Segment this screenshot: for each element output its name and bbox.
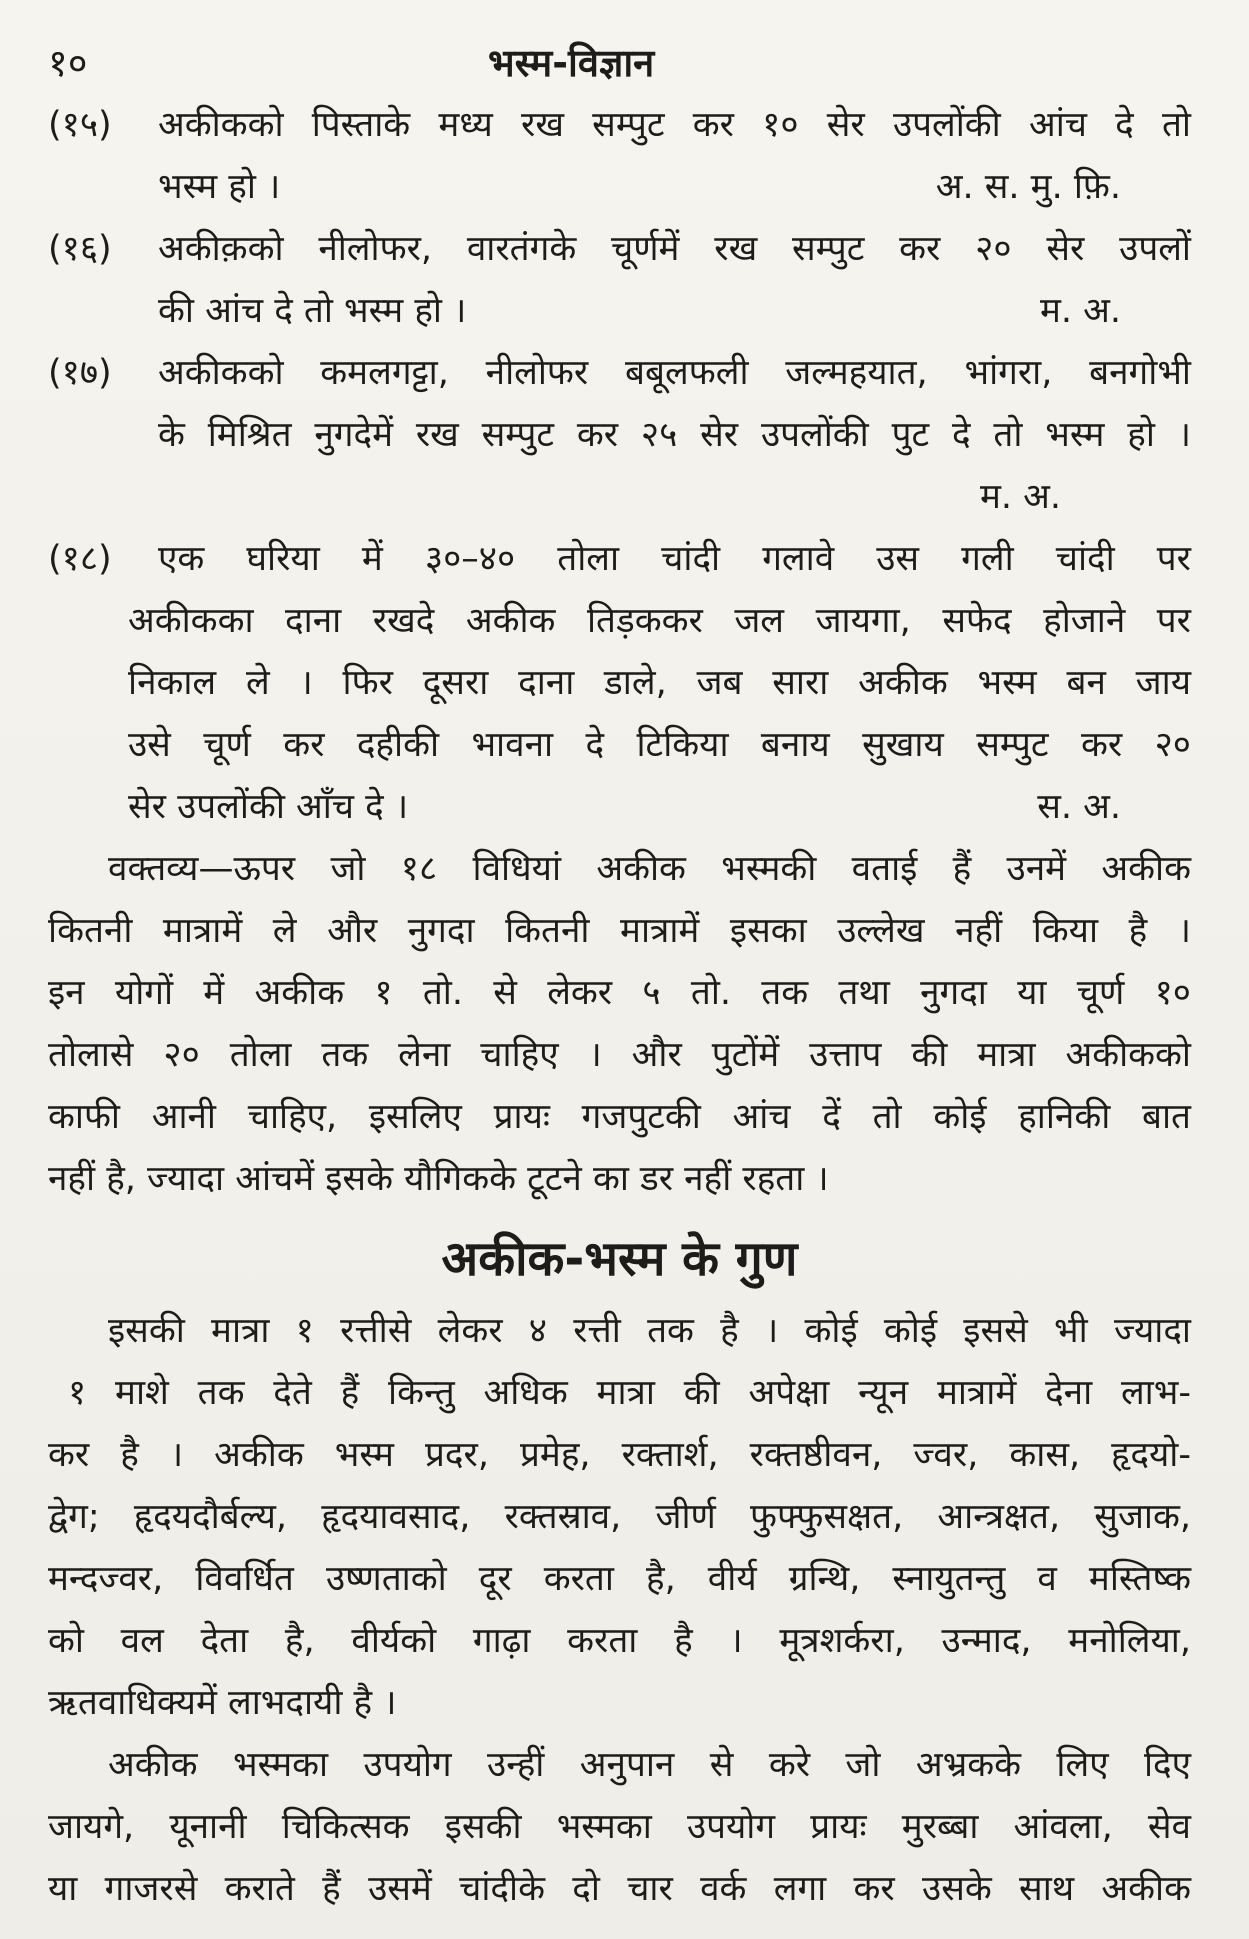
page-header — [48, 36, 1191, 94]
para-line: इसकी मात्रा १ रत्तीसे लेकर ४ रत्ती तक है । कोई कोई इससे भी ज्यादा — [108, 1311, 1191, 1351]
note-paragraph — [48, 838, 1191, 1210]
note-line: काफी आनी चाहिए, इसलिए प्रायः गजपुटकी आंच दें तो कोई हानिकी बात — [48, 1097, 1191, 1137]
para-line: को वल देता है, वीर्यको गाढ़ा करता है । मूत्रशर्करा, उन्माद, मनोलिया, — [48, 1621, 1191, 1661]
recipe-line: उसे चूर्ण कर दहीकी भावना दे टिकिया बनाय सुखाय सम्पुट कर २० — [128, 725, 1191, 765]
recipe-number: (१७) — [48, 353, 112, 393]
recipe-line: अकीक़को नीलोफर, वारतंगके चूर्णमें रख सम्पुट कर २० सेर उपलों — [158, 229, 1191, 269]
recipe-line: निकाल ले । फिर दूसरा दाना डाले, जब सारा अकीक भस्म बन जाय — [128, 663, 1191, 703]
para-line: १ माशे तक देते हैं किन्तु अधिक मात्रा की अपेक्षा न्यून मात्रामें देना लाभ- — [68, 1373, 1191, 1413]
recipe-source: म. अ. — [979, 477, 1061, 517]
recipe-line: अकीकका दाना रखदे अकीक तिड़ककर जल जायगा, सफेद होजाने पर — [128, 601, 1191, 641]
recipe-number: (१८) — [48, 539, 112, 579]
recipe-line: अकीकको पिस्ताके मध्य रख सम्पुट कर १० सेर उपलोंकी आंच दे तो — [158, 105, 1191, 145]
recipe-18 — [48, 528, 1191, 838]
para-line: या गाजरसे कराते हैं उसमें चांदीके दो चार वर्क लगा कर उसके साथ अकीक — [48, 1869, 1191, 1909]
recipe-line: एक घरिया में ३०–४० तोला चांदी गलावे उस गली चांदी पर — [158, 539, 1191, 579]
recipe-source: स. अ. — [1037, 787, 1121, 827]
para-line: कर है । अकीक भस्म प्रदर, प्रमेह, रक्तार्श, रक्तष्ठीवन, ज्वर, कास, हृदयो- — [48, 1435, 1191, 1475]
usage-paragraph — [48, 1734, 1191, 1920]
recipe-line: भस्म हो । — [158, 167, 281, 207]
recipe-line: अकीकको कमलगट्टा, नीलोफर बबूलफली जल्महयात, भांगरा, बनगोभी — [158, 353, 1191, 393]
page-number: १० — [48, 41, 88, 85]
recipe-line: सेर उपलोंकी आँच दे । — [128, 787, 409, 827]
recipe-number: (१६) — [48, 229, 112, 269]
section-heading: अकीक-भस्म के गुण — [441, 1231, 798, 1287]
recipe-16 — [48, 218, 1191, 342]
recipe-line: की आंच दे तो भस्म हो । — [158, 291, 467, 331]
recipe-source: म. अ. — [1039, 291, 1121, 331]
para-line: जायगे, यूनानी चिकित्सक इसकी भस्मका उपयोग प्रायः मुरब्बा आंवला, सेव — [48, 1807, 1191, 1847]
para-line: द्वेग; हृदयदौर्बल्य, हृदयावसाद, रक्तस्राव, जीर्ण फुफ्फुसक्षत, आन्त्रक्षत, सुजाक, — [48, 1497, 1191, 1537]
properties-paragraph — [48, 1300, 1191, 1734]
note-line: इन योगों में अकीक १ तो. से लेकर ५ तो. तक तथा नुगदा या चूर्ण १० — [48, 973, 1191, 1013]
para-line: मन्दज्वर, विवर्धित उष्णताको दूर करता है, वीर्य ग्रन्थि, स्नायुतन्तु व मस्तिष्क — [48, 1559, 1191, 1599]
para-line: ऋतवाधिक्यमें लाभदायी है । — [48, 1683, 397, 1723]
recipe-17 — [48, 342, 1191, 528]
note-line: तोलासे २० तोला तक लेना चाहिए । और पुटोंमें उत्ताप की मात्रा अकीकको — [48, 1035, 1191, 1075]
recipe-number: (१५) — [48, 105, 112, 145]
recipe-source: अ. स. मु. फ़ि. — [935, 167, 1121, 207]
note-line: कितनी मात्रामें ले और नुगदा कितनी मात्रामें इसका उल्लेख नहीं किया है । — [48, 911, 1191, 951]
note-line: नहीं है, ज्यादा आंचमें इसके यौगिकके टूटने का डर नहीं रहता । — [48, 1159, 829, 1199]
recipe-line: के मिश्रित नुगदेमें रख सम्पुट कर २५ सेर उपलोंकी पुट दे तो भस्म हो । — [158, 415, 1191, 455]
recipe-15 — [48, 94, 1191, 218]
note-line: वक्तव्य—ऊपर जो १८ विधियां अकीक भस्मकी वताई हैं उनमें अकीक — [108, 849, 1191, 889]
running-title: भस्म-विज्ञान — [488, 41, 655, 85]
para-line: अकीक भस्मका उपयोग उन्हीं अनुपान से करे जो अभ्रकके लिए दिए — [108, 1745, 1191, 1785]
